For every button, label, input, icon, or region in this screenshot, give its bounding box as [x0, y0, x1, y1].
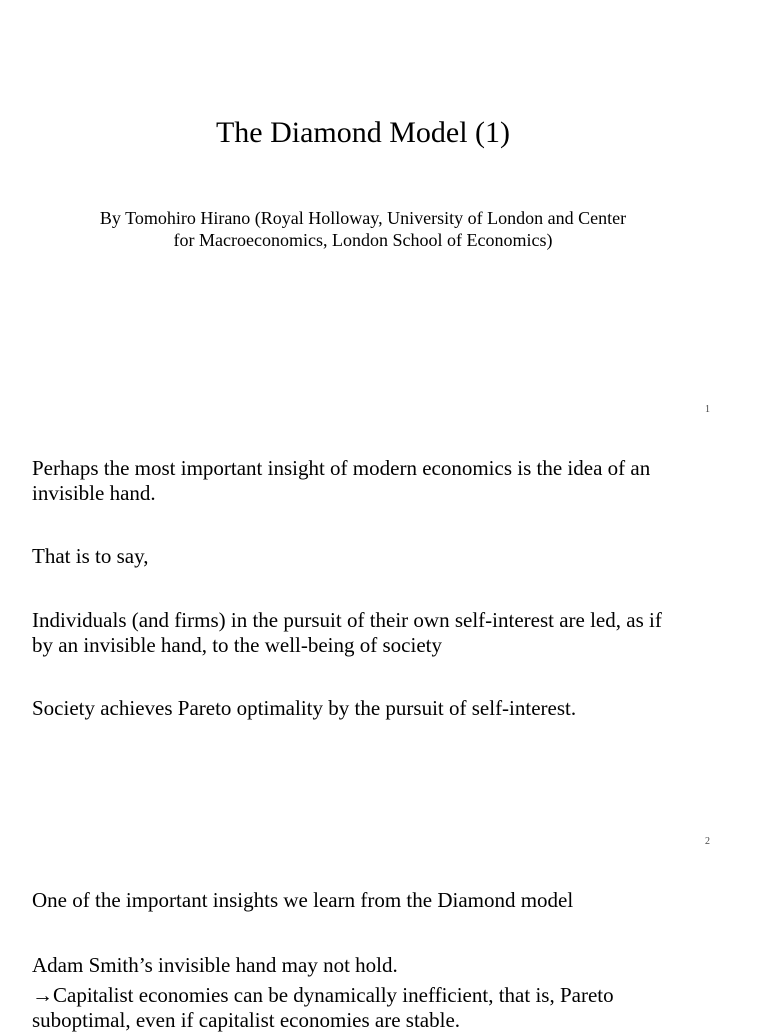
paragraph-adam-smith [32, 953, 722, 978]
author-line-2: for Macroeconomics, London School of Economics) [173, 230, 553, 250]
paragraph-dynamic-inefficiency [32, 983, 722, 1033]
paragraph-individuals [32, 608, 722, 658]
author-credit [60, 207, 666, 251]
paragraph-line: invisible hand. [32, 481, 156, 505]
paragraph-line: Society achieves Pareto optimality by the pursuit of self-interest. [32, 696, 577, 720]
paragraph-line: suboptimal, even if capitalist economies are stable. [32, 1008, 461, 1032]
paragraph-diamond-insight [32, 888, 722, 913]
paragraph-that-is [32, 544, 722, 569]
paragraph-line: That is to say, [32, 544, 149, 568]
slide-3 [0, 864, 768, 1032]
paragraph-line: by an invisible hand, to the well-being of society [32, 633, 442, 657]
page-number: 1 [705, 404, 710, 415]
paragraph-line: One of the important insights we learn from the Diamond model [32, 888, 574, 912]
paragraph-line: →Capitalist economies can be dynamically inefficient, that is, Pareto [32, 983, 614, 1007]
slide-2 [0, 432, 768, 864]
paragraph-line: Perhaps the most important insight of modern economics is the idea of an [32, 456, 651, 480]
slide-1 [0, 0, 768, 432]
slide-title: The Diamond Model (1) [215, 116, 511, 149]
author-line-1: By Tomohiro Hirano (Royal Holloway, University of London and Center [99, 208, 627, 228]
page-number: 2 [705, 836, 710, 847]
paragraph-pareto [32, 696, 722, 721]
paragraph-line: Adam Smith’s invisible hand may not hold. [32, 953, 398, 977]
paragraph-invisible-hand [32, 456, 722, 506]
paragraph-line: Individuals (and firms) in the pursuit of their own self-interest are led, as if [32, 608, 662, 632]
